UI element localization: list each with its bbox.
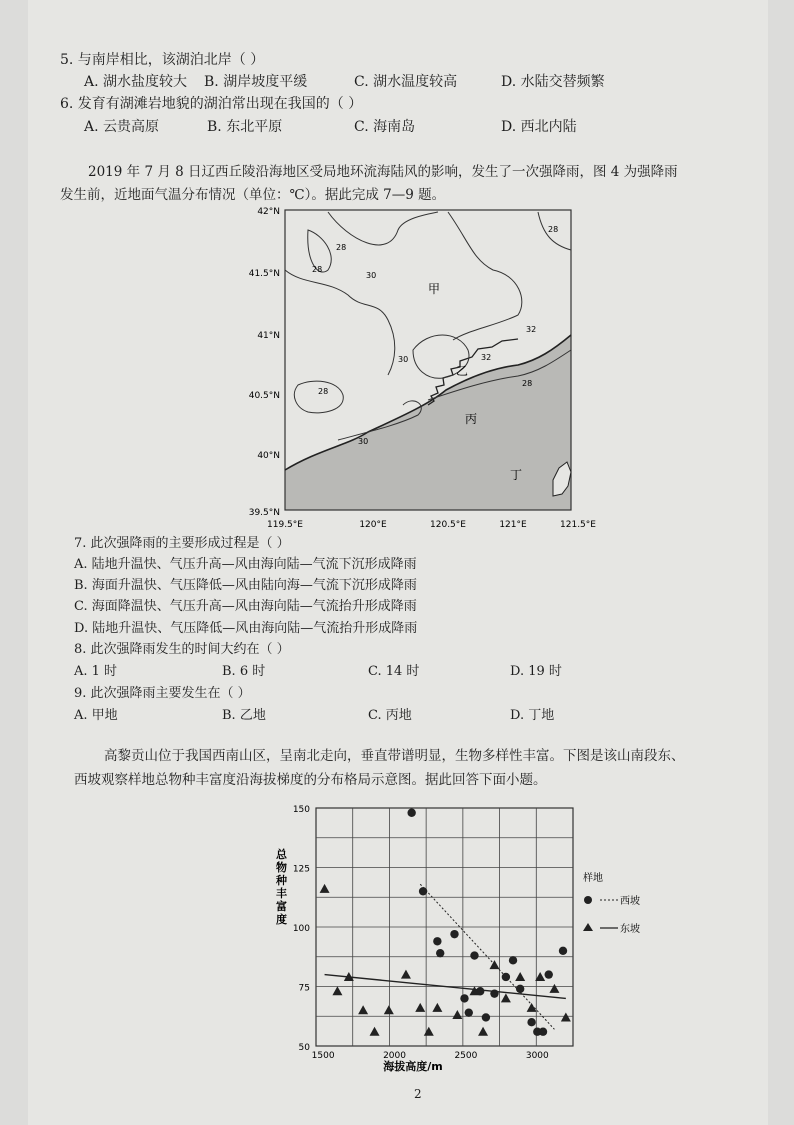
isotherm-label: 30: [358, 437, 369, 446]
east-slope-point: [401, 970, 411, 979]
east-slope-point: [489, 960, 499, 969]
isotherm-28-north: [328, 212, 438, 245]
isotherm-30-west: [285, 270, 395, 375]
question-8-option-d: D. 19 时: [510, 664, 562, 679]
east-slope-point: [320, 884, 330, 893]
west-slope-point: [482, 1013, 490, 1021]
east-slope-point: [527, 1003, 537, 1012]
west-slope-point: [509, 956, 517, 964]
west-slope-point: [545, 970, 553, 978]
question-9-option-c: C. 丙地: [368, 708, 412, 723]
east-slope-point: [332, 986, 342, 995]
west-slope-point: [465, 1008, 473, 1016]
lat-label-40-5: 40.5°N: [248, 391, 280, 401]
exam-page: [28, 0, 768, 1125]
place-label-jia: 甲: [428, 282, 441, 296]
isotherm-label: 28: [336, 243, 347, 252]
isotherm-label: 32: [526, 325, 537, 334]
west-slope-point: [419, 887, 427, 895]
east-slope-point: [501, 993, 511, 1002]
question-6-option-d: D. 西北内陆: [501, 119, 577, 135]
question-6-stem: 6. 发育有湖滩岩地貌的湖泊常出现在我国的（ ）: [60, 96, 363, 112]
east-slope-point: [415, 1003, 425, 1012]
isotherm-north-loop: [448, 212, 522, 340]
question-5-stem: 5. 与南岸相比，该湖泊北岸（ ）: [60, 52, 265, 68]
lat-label-41: 41°N: [257, 331, 280, 341]
x-tick-label: 3000: [525, 1051, 549, 1061]
lat-label-41-5: 41.5°N: [248, 269, 280, 279]
lon-label-120: 120°E: [359, 520, 387, 530]
isotherm-label: 30: [366, 271, 377, 280]
species-richness-chart: [228, 798, 668, 1076]
west-slope-point: [433, 937, 441, 945]
question-6-option-b: B. 东北平原: [207, 119, 283, 135]
passage-1-line-2: 发生前，近地面气温分布情况（单位：℃）。据此完成 7—9 题。: [60, 187, 446, 203]
west-slope-point: [450, 930, 458, 938]
lon-label-121: 121°E: [499, 520, 527, 530]
question-9-option-d: D. 丁地: [510, 708, 555, 723]
east-slope-point: [452, 1010, 462, 1019]
passage-1-line-1: 2019 年 7 月 8 日辽西丘陵沿海地区受局地环流海陆风的影响，发生了一次强降雨，图 4 为强降雨: [88, 164, 678, 180]
east-slope-point: [549, 984, 559, 993]
west-slope-point: [460, 994, 468, 1002]
lat-label-40: 40°N: [257, 451, 280, 461]
east-slope-point: [370, 1027, 380, 1036]
east-slope-point: [515, 972, 525, 981]
legend-west-marker: [584, 896, 592, 904]
east-slope-point: [432, 1003, 442, 1012]
lon-label-120-5: 120.5°E: [430, 520, 466, 530]
temperature-map: [228, 200, 596, 534]
x-axis-label: 海拔高度/m: [383, 1060, 443, 1073]
y-axis-label: 总物种丰富度: [276, 848, 287, 926]
passage-2-line-1: 高黎贡山位于我国西南山区，呈南北走向，垂直带谱明显，生物多样性丰富。下图是该山南段东、: [104, 748, 685, 764]
east-slope-point: [561, 1012, 571, 1021]
east-slope-point: [358, 1005, 368, 1014]
isotherm-label: 30: [398, 355, 409, 364]
isotherm-label: 28: [312, 265, 323, 274]
question-8-option-c: C. 14 时: [368, 664, 420, 679]
place-label-bing: 丙: [465, 412, 478, 426]
lon-label-121-5: 121.5°E: [560, 520, 596, 530]
x-tick-label: 2500: [454, 1051, 478, 1061]
lat-label-39-5: 39.5°N: [248, 508, 280, 518]
question-8-option-a: A. 1 时: [74, 664, 118, 679]
isotherm-28-sw: [294, 381, 343, 413]
place-label-yi: 乙: [456, 364, 469, 378]
east-slope-point: [424, 1027, 434, 1036]
question-9-stem: 9. 此次强降雨主要发生在（ ）: [74, 686, 251, 701]
isotherm-label: 28: [548, 225, 559, 234]
east-slope-point: [478, 1027, 488, 1036]
isotherm-label: 32: [481, 353, 492, 362]
question-7-option-b: B. 海面升温快、气压降低—风由陆向海—气流下沉形成降雨: [74, 578, 417, 593]
west-slope-point: [559, 947, 567, 955]
question-8-stem: 8. 此次强降雨发生的时间大约在（ ）: [74, 642, 290, 657]
y-tick-label: 125: [292, 864, 310, 875]
y-tick-label: 75: [298, 983, 310, 994]
x-tick-label: 1500: [311, 1051, 335, 1061]
east-slope-point: [384, 1005, 394, 1014]
question-7-stem: 7. 此次强降雨的主要形成过程是（ ）: [74, 536, 290, 551]
question-9-option-b: B. 乙地: [222, 708, 266, 723]
question-8-option-b: B. 6 时: [222, 664, 266, 679]
legend-east-label: 东坡: [620, 924, 640, 935]
legend-title: 样地: [583, 873, 603, 884]
y-tick-label: 150: [292, 805, 310, 815]
west-slope-point: [502, 973, 510, 981]
place-label-ding: 丁: [510, 468, 523, 482]
question-6-option-c: C. 海南岛: [354, 119, 416, 135]
question-7-option-c: C. 海面降温快、气压升高—风由海向陆—气流抬升形成降雨: [74, 599, 417, 614]
y-tick-label: 100: [292, 924, 310, 934]
question-5-option-a: A. 湖水盐度较大: [84, 74, 188, 90]
isotherm-label: 28: [522, 379, 533, 388]
west-slope-point: [516, 985, 524, 993]
west-slope-point: [407, 809, 415, 817]
y-tick-label: 50: [298, 1043, 310, 1053]
passage-2-line-2: 西坡观察样地总物种丰富度沿海拔梯度的分布格局示意图。据此回答下面小题。: [74, 772, 547, 788]
question-6-option-a: A. 云贵高原: [84, 119, 160, 135]
west-slope-point: [436, 949, 444, 957]
lat-label-42: 42°N: [257, 207, 280, 217]
legend-east-marker: [583, 923, 593, 931]
west-slope-point: [470, 951, 478, 959]
question-5-option-c: C. 湖水温度较高: [354, 74, 458, 90]
question-5-option-b: B. 湖岸坡度平缓: [204, 74, 308, 90]
x-tick-label: 2000: [383, 1051, 406, 1061]
question-9-option-a: A. 甲地: [74, 708, 118, 723]
west-slope-point: [539, 1028, 547, 1036]
isotherm-label: 28: [318, 387, 329, 396]
question-7-option-d: D. 陆地升温快、气压降低—风由海向陆—气流抬升形成降雨: [74, 621, 418, 636]
page-number: 2: [414, 1087, 422, 1101]
legend-west-label: 西坡: [620, 896, 640, 907]
west-slope-point: [527, 1018, 535, 1026]
question-5-option-d: D. 水陆交替频繁: [501, 74, 605, 90]
lon-label-119-5: 119.5°E: [267, 520, 303, 530]
west-slope-point: [490, 989, 498, 997]
question-7-option-a: A. 陆地升温快、气压升高—风由海向陆—气流下沉形成降雨: [74, 557, 417, 572]
